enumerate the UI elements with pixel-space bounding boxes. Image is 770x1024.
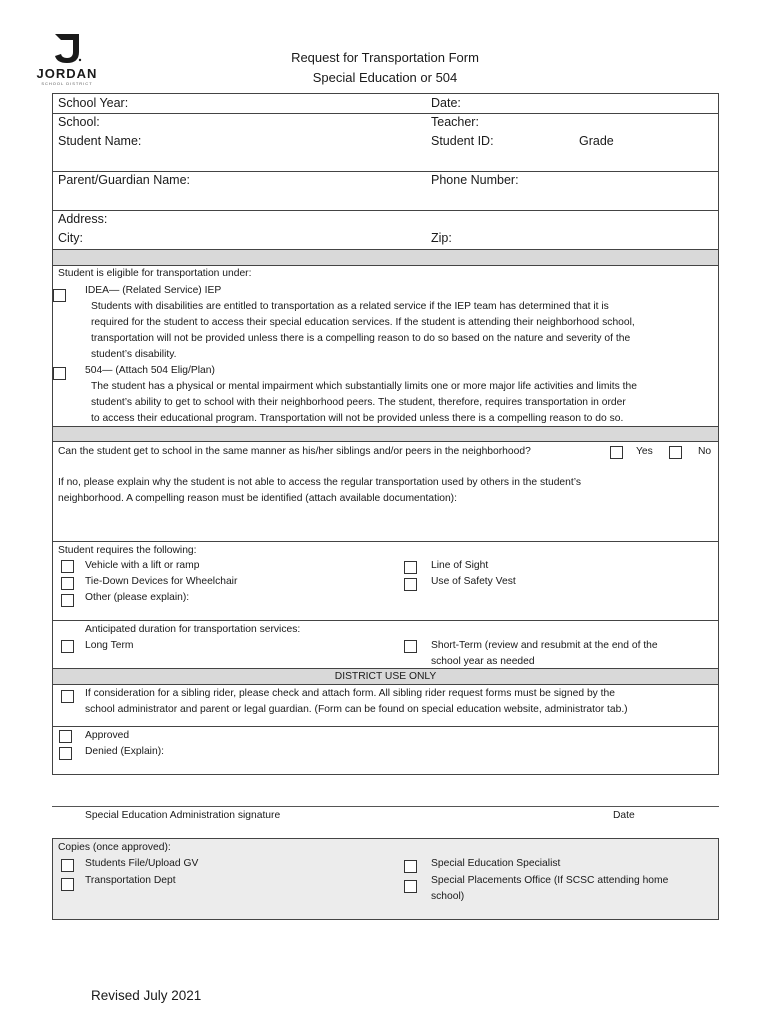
date-label: Date: (431, 96, 461, 110)
idea-text-line: Students with disabilities are entitled to transportation as a related service if the IEP team has determined that it is (91, 301, 609, 312)
shaded-row-1 (53, 250, 718, 265)
denied-label: Denied (Explain): (85, 746, 164, 757)
tie-down-checkbox[interactable] (61, 577, 74, 590)
rule (52, 113, 719, 114)
shaded-row-2 (53, 427, 718, 441)
line-of-sight-checkbox[interactable] (404, 561, 417, 574)
rule (52, 441, 719, 442)
title-line-2: Special Education or 504 (312, 70, 458, 85)
no-label: No (698, 446, 712, 457)
phone-label: Phone Number: (431, 173, 519, 187)
rule (52, 210, 719, 211)
idea-text-line: required for the student to access their special education services. If the student is attending their neighborhood school, (91, 317, 635, 328)
student-name-label: Student Name: (58, 134, 142, 148)
504-text-line: to access their educational program. Transportation will not be provided unless there is a compelling reason to do so. (91, 413, 624, 424)
students-file-checkbox[interactable] (61, 859, 74, 872)
short-term-label: Short-Term (review and resubmit at the end of the (431, 640, 658, 651)
sped-specialist-label: Special Education Specialist (431, 858, 561, 869)
rule (52, 171, 719, 172)
jordan-j-icon (30, 32, 104, 66)
approved-label: Approved (85, 730, 130, 741)
school-label: School: (58, 115, 100, 129)
long-term-checkbox[interactable] (61, 640, 74, 653)
rule (52, 249, 719, 250)
duration-heading: Anticipated duration for transportation services: (85, 624, 301, 635)
no-checkbox[interactable] (669, 446, 682, 459)
rule (52, 541, 719, 542)
signature-line (52, 806, 719, 807)
idea-checkbox[interactable] (53, 289, 66, 302)
peer-transport-question: Can the student get to school in the same manner as his/her siblings and/or peers in the neighborhood? (58, 446, 531, 457)
signature-label: Special Education Administration signature (85, 810, 281, 821)
special-placements-checkbox[interactable] (404, 880, 417, 893)
explain-line: If no, please explain why the student is not able to access the regular transportation used by others in the student’s (58, 477, 581, 488)
explain-line: neighborhood. A compelling reason must be identified (attach available documentation): (58, 493, 457, 504)
lift-ramp-label: Vehicle with a lift or ramp (85, 560, 200, 571)
address-label: Address: (58, 212, 108, 226)
district-logo (30, 32, 104, 88)
logo-wordmark: JORDAN (36, 66, 98, 81)
teacher-label: Teacher: (431, 115, 479, 129)
tie-down-label: Tie-Down Devices for Wheelchair (85, 576, 238, 587)
city-label: City: (58, 231, 83, 245)
504-checkbox[interactable] (53, 367, 66, 380)
students-file-label: Students File/Upload GV (85, 858, 199, 869)
other-label: Other (please explain): (85, 592, 190, 603)
other-checkbox[interactable] (61, 594, 74, 607)
504-text-line: student’s ability to get to school with their neighborhood peers. The student, therefore, requires transportation in order (91, 397, 626, 408)
yes-checkbox[interactable] (610, 446, 623, 459)
idea-title: IDEA— (Related Service) IEP (85, 285, 222, 296)
logo-subtitle: SCHOOL DISTRICT (41, 81, 93, 86)
safety-vest-label: Use of Safety Vest (431, 576, 516, 587)
rule (52, 726, 719, 727)
special-placements-label-cont: school) (431, 891, 465, 902)
lift-ramp-checkbox[interactable] (61, 560, 74, 573)
special-placements-label: Special Placements Office (If SCSC attending home (431, 875, 669, 886)
title-line-1: Request for Transportation Form (291, 50, 479, 65)
idea-text-line: transportation will not be provided unless there is a compelling reason to do so based on the nature and severity of the (91, 333, 631, 344)
eligibility-heading: Student is eligible for transportation under: (58, 268, 252, 279)
504-text-line: The student has a physical or mental impairment which substantially limits one or more major life activities and limits the (91, 381, 637, 392)
sibling-rider-checkbox[interactable] (61, 690, 74, 703)
parent-name-label: Parent/Guardian Name: (58, 173, 191, 187)
sibling-rider-line: If consideration for a sibling rider, please check and attach form. All sibling rider request forms must be signed by the (85, 688, 615, 699)
safety-vest-checkbox[interactable] (404, 578, 417, 591)
zip-label: Zip: (431, 231, 452, 245)
sped-specialist-checkbox[interactable] (404, 860, 417, 873)
form-title (230, 48, 540, 88)
copies-heading: Copies (once approved): (58, 842, 171, 853)
line-of-sight-label: Line of Sight (431, 560, 489, 571)
signature-date-label: Date (613, 810, 635, 821)
revised-date: Revised July 2021 (91, 988, 202, 1003)
idea-text-line: student’s disability. (91, 349, 177, 360)
transportation-dept-label: Transportation Dept (85, 875, 176, 886)
long-term-label: Long Term (85, 640, 134, 651)
rule (52, 620, 719, 621)
school-year-label: School Year: (58, 96, 129, 110)
grade-label: Grade (579, 134, 614, 148)
sibling-rider-line: school administrator and parent or legal guardian. (Form can be found on special education website, administrator tab.) (85, 704, 628, 715)
yes-label: Yes (636, 446, 653, 457)
transportation-dept-checkbox[interactable] (61, 878, 74, 891)
short-term-label-cont: school year as needed (431, 656, 535, 667)
approved-checkbox[interactable] (59, 730, 72, 743)
requires-heading: Student requires the following: (58, 545, 197, 556)
short-term-checkbox[interactable] (404, 640, 417, 653)
denied-checkbox[interactable] (59, 747, 72, 760)
district-use-heading: DISTRICT USE ONLY (334, 671, 437, 682)
504-title: 504— (Attach 504 Elig/Plan) (85, 365, 215, 376)
student-id-label: Student ID: (431, 134, 494, 148)
